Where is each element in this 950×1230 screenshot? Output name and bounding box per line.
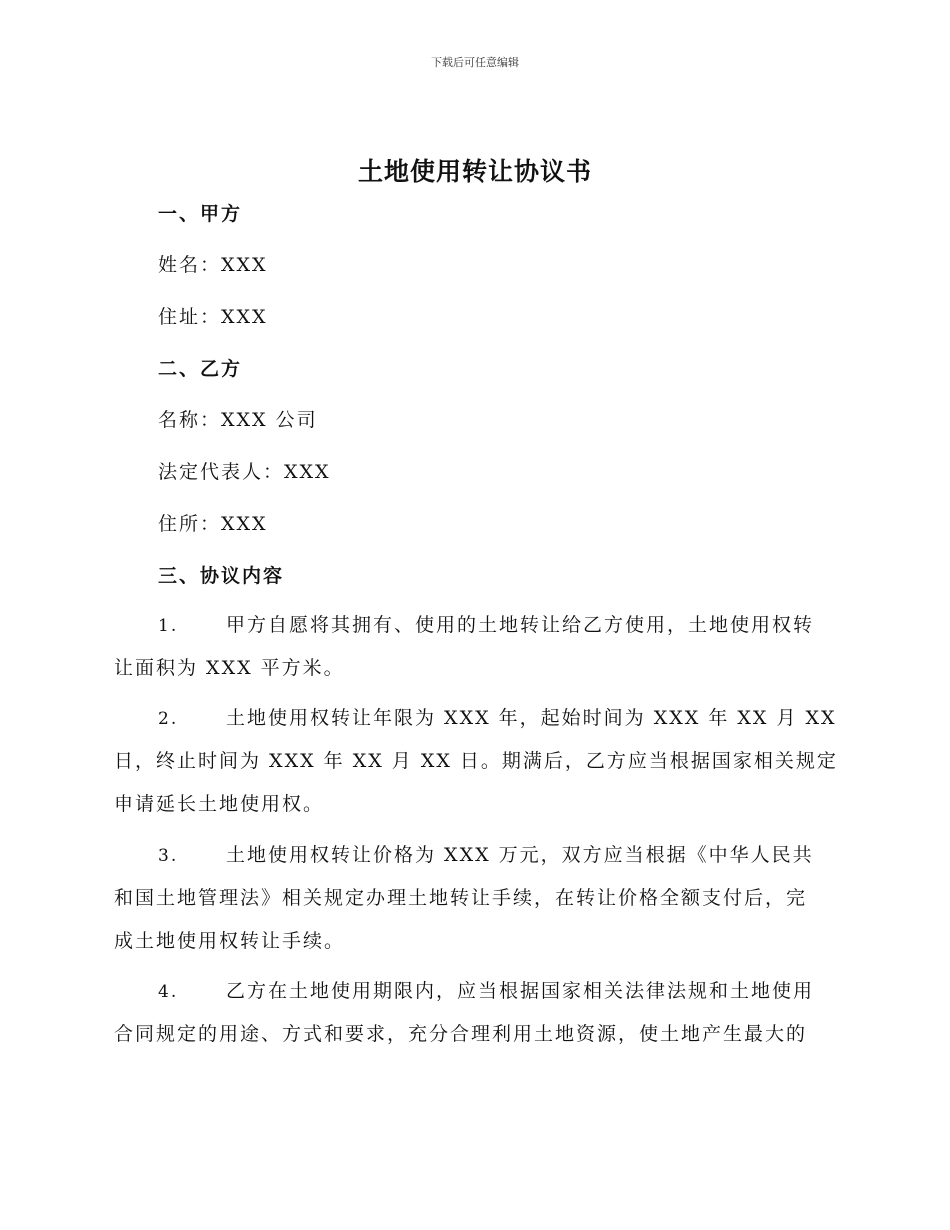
clause-line: 日，终止时间为 XXX 年 XX 月 XX 日。期满后，乙方应当根据国家相关规定 (114, 750, 838, 772)
clause-3 (114, 834, 832, 963)
clause-line: 土地使用权转让价格为 XXX 万元，双方应当根据《中华人民共 (226, 844, 814, 866)
section-heading-party-b: 二、乙方 (158, 358, 243, 380)
clause-line: 土地使用权转让年限为 XXX 年，起始时间为 XXX 年 XX 月 XX (226, 707, 837, 729)
party-b-legal-rep: 法定代表人：XXX (158, 461, 331, 483)
clause-line: 申请延长土地使用权。 (114, 793, 325, 815)
clause-2 (114, 697, 838, 826)
clause-number: 1. (158, 616, 179, 636)
party-b-address: 住所：XXX (158, 513, 268, 535)
clause-4 (114, 970, 832, 1056)
clause-line: 和国土地管理法》相关规定办理土地转让手续，在转让价格全额支付后，完 (114, 887, 808, 909)
clause-1 (114, 604, 832, 690)
party-b-name: 名称：XXX 公司 (158, 409, 318, 431)
section-heading-agreement: 三、协议内容 (158, 565, 285, 587)
header-note: 下载后可任意编辑 (431, 56, 519, 69)
document-title: 土地使用转让协议书 (357, 157, 592, 186)
party-a-address: 住址：XXX (158, 306, 268, 328)
clause-number: 3. (158, 846, 179, 866)
clause-line: 成土地使用权转让手续。 (114, 930, 346, 952)
party-a-name: 姓名：XXX (158, 254, 268, 276)
clause-line: 乙方在土地使用期限内，应当根据国家相关法律法规和土地使用 (226, 980, 815, 1002)
clause-line: 合同规定的用途、方式和要求，充分合理利用土地资源，使土地产生最大的 (114, 1023, 808, 1045)
clause-number: 4. (158, 982, 179, 1002)
section-heading-party-a: 一、甲方 (158, 203, 243, 225)
clause-line: 甲方自愿将其拥有、使用的土地转让给乙方使用，土地使用权转 (226, 614, 815, 636)
clause-line: 让面积为 XXX 平方米。 (114, 657, 345, 679)
clause-number: 2. (158, 709, 179, 729)
